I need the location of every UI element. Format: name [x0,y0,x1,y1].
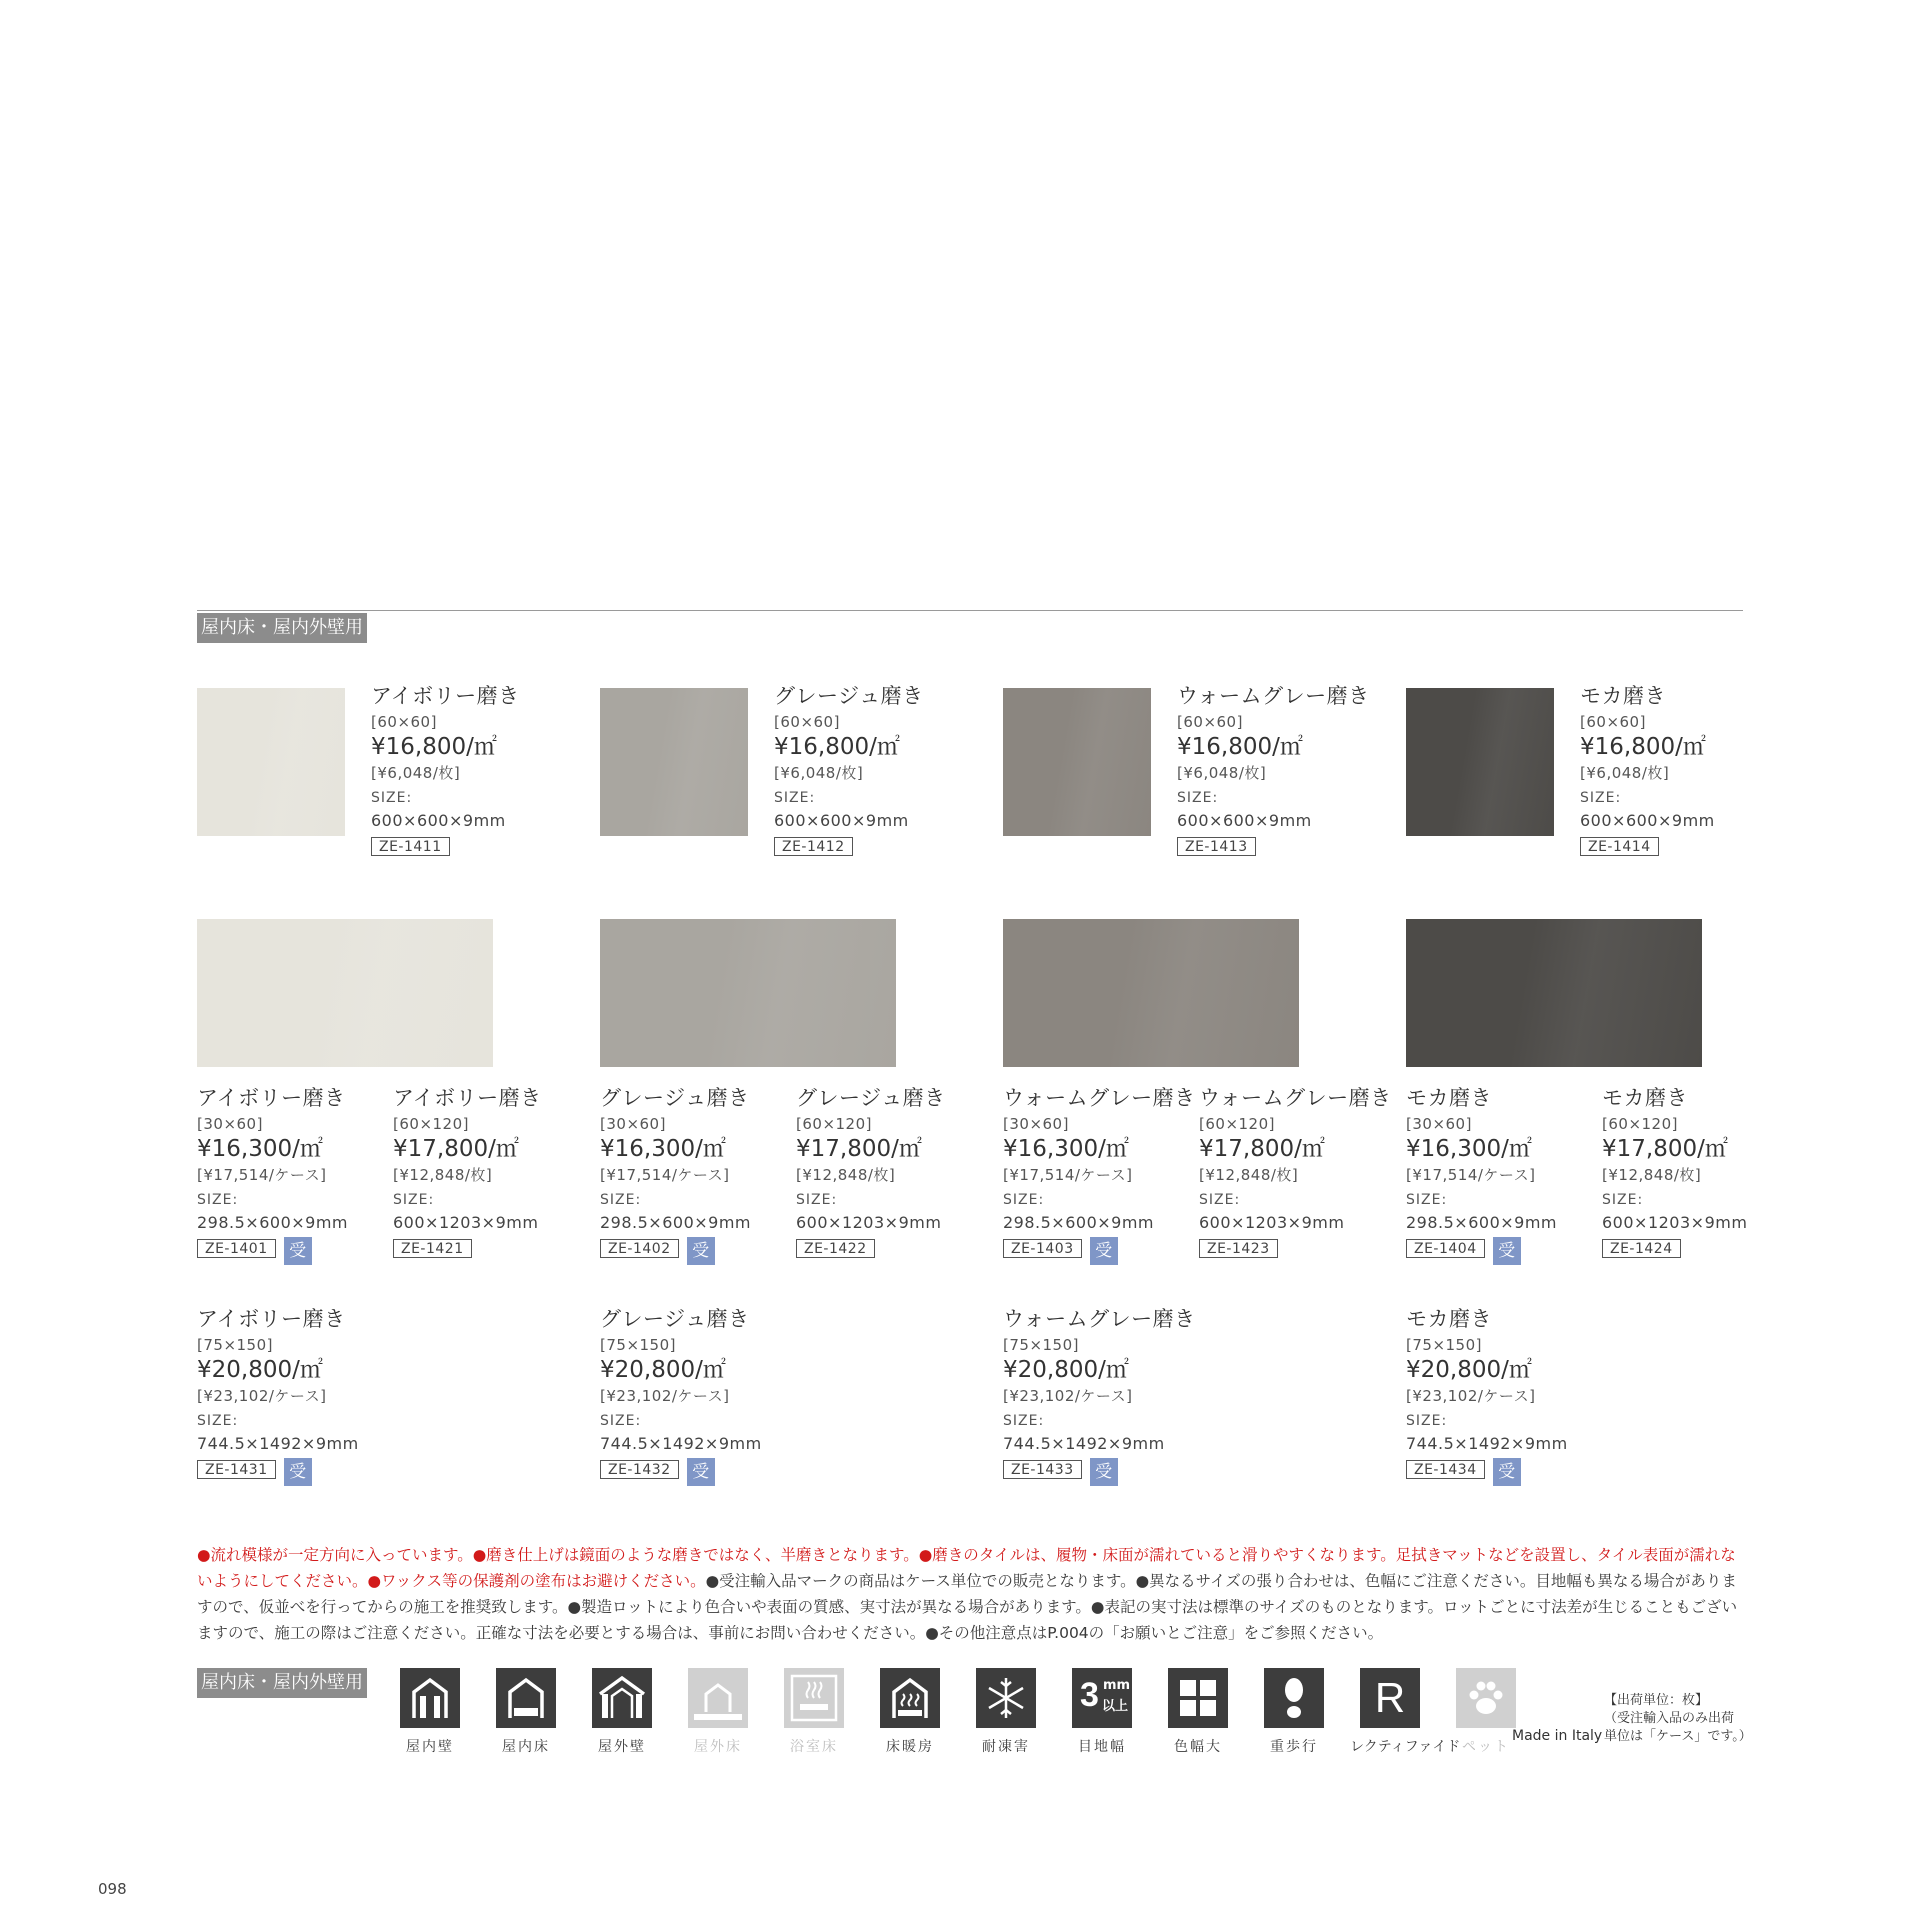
usage-icon-item [1254,1668,1334,1756]
joint-width-unit: mm [1103,1678,1131,1693]
product-dimension: [60×120] [1602,1115,1678,1133]
color-variation-icon [1168,1668,1228,1728]
code-row [1580,837,1715,861]
product-info [1177,686,1370,861]
product-price: ¥16,800/㎡ [371,734,497,760]
usage-icon-item [486,1668,566,1756]
usage-icon-item [774,1668,854,1756]
product-info [393,1088,542,1263]
product-code: ZE-1412 [774,837,853,856]
code-row [371,837,520,861]
product-code: ZE-1401 [197,1239,276,1258]
usage-icon-item [1350,1668,1461,1756]
product-size: 298.5×600×9mm [600,1213,752,1232]
shipping-note-line: 【出荷単位：枚】 [1604,1693,1709,1708]
product-size: 600×600×9mm [1177,811,1312,830]
shipping-note-line: 単位は「ケース」です。） [1604,1729,1752,1744]
size-label: SIZE: [197,1413,239,1429]
product-size: 600×1203×9mm [1602,1213,1748,1232]
product-price: ¥20,800/㎡ [600,1357,726,1383]
size-label: SIZE: [1406,1192,1448,1208]
product-unit-price: [¥17,514/ケース] [1406,1166,1536,1184]
product-name: グレージュ磨き [796,1086,946,1110]
usage-icon-item [678,1668,758,1756]
code-row [1003,1460,1196,1484]
usage-icon-item [390,1668,470,1756]
product-dimension: [30×60] [600,1115,666,1133]
product-code: ZE-1402 [600,1239,679,1258]
size-label: SIZE: [371,790,413,806]
product-info [600,1309,762,1484]
product-info [1602,1088,1747,1263]
usage-icon-label: 目地幅 [1078,1739,1126,1755]
product-price: ¥16,800/㎡ [1580,734,1706,760]
order-import-badge: 受 [1493,1237,1521,1265]
tile-swatch [600,688,748,836]
product-name: モカ磨き [1580,684,1666,708]
product-dimension: [60×120] [796,1115,872,1133]
tile-swatch [600,919,896,1067]
code-row [600,1239,751,1263]
usage-icon-item [582,1668,662,1756]
frost-resistant-icon [976,1668,1036,1728]
product-size: 600×1203×9mm [393,1213,539,1232]
size-label: SIZE: [600,1413,642,1429]
code-row [1177,837,1370,861]
product-size: 298.5×600×9mm [197,1213,349,1232]
product-price: ¥17,800/㎡ [393,1136,519,1162]
product-size: 298.5×600×9mm [1003,1213,1155,1232]
product-unit-price: [¥12,848/枚] [393,1166,493,1184]
bathroom-floor-icon [784,1668,844,1728]
product-size: 744.5×1492×9mm [1003,1434,1165,1453]
joint-width-icon [1072,1668,1132,1728]
product-unit-price: [¥12,848/枚] [1199,1166,1299,1184]
product-price: ¥16,300/㎡ [600,1136,726,1162]
size-label: SIZE: [1177,790,1219,806]
product-name: モカ磨き [1602,1086,1688,1110]
outdoor-wall-icon [592,1668,652,1728]
indoor-floor-icon [496,1668,556,1728]
product-unit-price: [¥6,048/枚] [774,764,864,782]
product-unit-price: [¥23,102/ケース] [197,1387,327,1405]
product-name: グレージュ磨き [600,1086,750,1110]
code-row [197,1239,348,1263]
order-import-badge: 受 [1493,1458,1521,1486]
size-label: SIZE: [1003,1192,1045,1208]
shipping-note-line: （受注輸入品のみ出荷 [1604,1711,1735,1726]
product-unit-price: [¥6,048/枚] [371,764,461,782]
product-dimension: [30×60] [197,1115,263,1133]
product-unit-price: [¥17,514/ケース] [197,1166,327,1184]
code-row [197,1460,359,1484]
usage-icon-label: 床暖房 [886,1739,934,1755]
notes-caution: ●受注輸入品マークの商品はケース単位での販売となります。●異なるサイズの張り合わせは、色幅にご注意ください。目地幅も異なる場合がありますので、仮並べを行ってからの施工を推奨致します。●製造ロットにより色合いや表面の質感、実寸法が異なる場合があります。●表記の実寸法は標準のサイズのものとなります。ロットごとに寸法差が生じることもございますので、施工の際はご注意ください。正確な寸法を必要とする場合は、事前にお問い合わせください。●その他注意点はP.004の「お願いとご注意」をご参照ください。 [197,1572,1738,1642]
product-name: モカ磨き [1406,1307,1492,1331]
usage-icon-label: 屋外床 [694,1739,742,1755]
usage-icon-label: ペット [1462,1739,1510,1755]
product-info [600,1088,751,1263]
product-name: グレージュ磨き [774,684,924,708]
usage-icon-label: 重歩行 [1270,1739,1318,1755]
size-label: SIZE: [774,790,816,806]
product-size: 744.5×1492×9mm [1406,1434,1568,1453]
product-info [1003,1309,1196,1484]
product-unit-price: [¥17,514/ケース] [1003,1166,1133,1184]
product-price: ¥20,800/㎡ [1003,1357,1129,1383]
usage-icon-label: レクティファイド [1350,1739,1461,1755]
usage-icon-label: 浴室床 [790,1739,838,1755]
product-dimension: [60×60] [774,713,840,731]
product-price: ¥16,800/㎡ [774,734,900,760]
code-row [796,1239,946,1263]
product-size: 744.5×1492×9mm [197,1434,359,1453]
floor-heating-icon [880,1668,940,1728]
usage-icon-item [1158,1668,1238,1756]
section-label: 屋内床・屋内外壁用 [197,613,367,643]
product-info [1580,686,1715,861]
product-dimension: [60×120] [393,1115,469,1133]
product-dimension: [30×60] [1003,1115,1069,1133]
product-dimension: [75×150] [197,1336,273,1354]
tile-swatch [197,919,493,1067]
product-name: アイボリー磨き [371,684,520,708]
product-name: アイボリー磨き [393,1086,542,1110]
product-name: ウォームグレー磨き [1003,1307,1196,1331]
usage-icon-label: 屋内床 [502,1739,550,1755]
notes [197,1542,1747,1646]
code-row [1003,1239,1196,1263]
product-dimension: [60×120] [1199,1115,1275,1133]
product-code: ZE-1414 [1580,837,1659,856]
notes-caution-red: ●流れ模様が一定方向に入っています。●磨き仕上げは鏡面のような磨きではなく、半磨きとなります。●磨きのタイルは、履物・床面が濡れていると滑りやすくなります。足拭きマットなどを設置し、タイル表面が濡れないようにしてください。●ワックス等の保護剤の塗布はお避けください。 [197,1546,1736,1590]
product-size: 600×600×9mm [371,811,506,830]
product-size: 600×600×9mm [774,811,909,830]
product-price: ¥16,300/㎡ [1406,1136,1532,1162]
product-unit-price: [¥17,514/ケース] [600,1166,730,1184]
product-code: ZE-1424 [1602,1239,1681,1258]
product-dimension: [75×150] [600,1336,676,1354]
product-info [197,1088,348,1263]
product-dimension: [75×150] [1406,1336,1482,1354]
size-label: SIZE: [1003,1413,1045,1429]
joint-width-min: 以上 [1102,1699,1129,1714]
product-code: ZE-1422 [796,1239,875,1258]
product-dimension: [30×60] [1406,1115,1472,1133]
size-label: SIZE: [796,1192,838,1208]
rectified-letter: R [1374,1674,1406,1721]
made-in: Made in Italy [1512,1728,1603,1744]
product-dimension: [75×150] [1003,1336,1079,1354]
rectified-icon [1360,1668,1420,1728]
tile-swatch [1406,688,1554,836]
product-name: ウォームグレー磨き [1177,684,1370,708]
product-unit-price: [¥23,102/ケース] [600,1387,730,1405]
product-unit-price: [¥23,102/ケース] [1406,1387,1536,1405]
order-import-badge: 受 [284,1458,312,1486]
product-code: ZE-1413 [1177,837,1256,856]
size-label: SIZE: [1199,1192,1241,1208]
product-info [371,686,520,861]
outdoor-floor-icon [688,1668,748,1728]
product-code: ZE-1432 [600,1460,679,1479]
product-code: ZE-1423 [1199,1239,1278,1258]
product-code: ZE-1411 [371,837,450,856]
product-name: アイボリー磨き [197,1307,346,1331]
order-import-badge: 受 [1090,1458,1118,1486]
product-dimension: [60×60] [1580,713,1646,731]
usage-icon-item [966,1668,1046,1756]
order-import-badge: 受 [1090,1237,1118,1265]
product-info [1003,1088,1196,1263]
size-label: SIZE: [600,1192,642,1208]
tile-swatch [1406,919,1702,1067]
product-size: 600×1203×9mm [1199,1213,1345,1232]
product-price: ¥20,800/㎡ [1406,1357,1532,1383]
product-price: ¥16,800/㎡ [1177,734,1303,760]
usage-icon-item [1062,1668,1142,1756]
product-code: ZE-1431 [197,1460,276,1479]
product-code: ZE-1434 [1406,1460,1485,1479]
order-import-badge: 受 [284,1237,312,1265]
order-import-badge: 受 [687,1237,715,1265]
product-size: 600×600×9mm [1580,811,1715,830]
product-unit-price: [¥12,848/枚] [1602,1166,1702,1184]
product-price: ¥20,800/㎡ [197,1357,323,1383]
indoor-wall-icon [400,1668,460,1728]
usage-icon-label: 耐凍害 [982,1739,1030,1755]
product-unit-price: [¥6,048/枚] [1177,764,1267,782]
product-unit-price: [¥6,048/枚] [1580,764,1670,782]
size-label: SIZE: [393,1192,435,1208]
header-rule [197,610,1743,611]
usage-icon-label: 屋内壁 [406,1739,454,1755]
heavy-traffic-icon [1264,1668,1324,1728]
size-label: SIZE: [1602,1192,1644,1208]
product-size: 744.5×1492×9mm [600,1434,762,1453]
product-code: ZE-1421 [393,1239,472,1258]
product-name: モカ磨き [1406,1086,1492,1110]
code-row [393,1239,542,1263]
product-info [1199,1088,1392,1263]
product-unit-price: [¥23,102/ケース] [1003,1387,1133,1405]
product-price: ¥16,300/㎡ [197,1136,323,1162]
usage-icon-item [870,1668,950,1756]
code-row [1602,1239,1747,1263]
product-price: ¥16,300/㎡ [1003,1136,1129,1162]
pet-icon [1456,1668,1516,1728]
code-row [1406,1239,1557,1263]
usage-icon-label: 屋外壁 [598,1739,646,1755]
code-row [600,1460,762,1484]
usage-icon-label: 色幅大 [1174,1739,1222,1755]
product-name: ウォームグレー磨き [1003,1086,1196,1110]
product-info [774,686,924,861]
product-size: 600×1203×9mm [796,1213,942,1232]
product-name: グレージュ磨き [600,1307,750,1331]
joint-width-number: 3 [1080,1676,1099,1714]
code-row [1406,1460,1568,1484]
product-code: ZE-1433 [1003,1460,1082,1479]
product-price: ¥17,800/㎡ [796,1136,922,1162]
product-info [197,1309,359,1484]
tile-swatch [1003,919,1299,1067]
product-info [796,1088,946,1263]
product-name: ウォームグレー磨き [1199,1086,1392,1110]
icons-section-label: 屋内床・屋内外壁用 [197,1668,367,1698]
size-label: SIZE: [1580,790,1622,806]
shipping-note [1604,1692,1752,1746]
page-number: 098 [98,1880,127,1898]
product-dimension: [60×60] [371,713,437,731]
product-code: ZE-1403 [1003,1239,1082,1258]
product-price: ¥17,800/㎡ [1602,1136,1728,1162]
tile-swatch [1003,688,1151,836]
size-label: SIZE: [197,1192,239,1208]
product-unit-price: [¥12,848/枚] [796,1166,896,1184]
order-import-badge: 受 [687,1458,715,1486]
product-size: 298.5×600×9mm [1406,1213,1558,1232]
product-info [1406,1309,1568,1484]
product-dimension: [60×60] [1177,713,1243,731]
size-label: SIZE: [1406,1413,1448,1429]
code-row [1199,1239,1392,1263]
code-row [774,837,924,861]
product-code: ZE-1404 [1406,1239,1485,1258]
product-price: ¥17,800/㎡ [1199,1136,1325,1162]
product-info [1406,1088,1557,1263]
product-name: アイボリー磨き [197,1086,346,1110]
tile-swatch [197,688,345,836]
